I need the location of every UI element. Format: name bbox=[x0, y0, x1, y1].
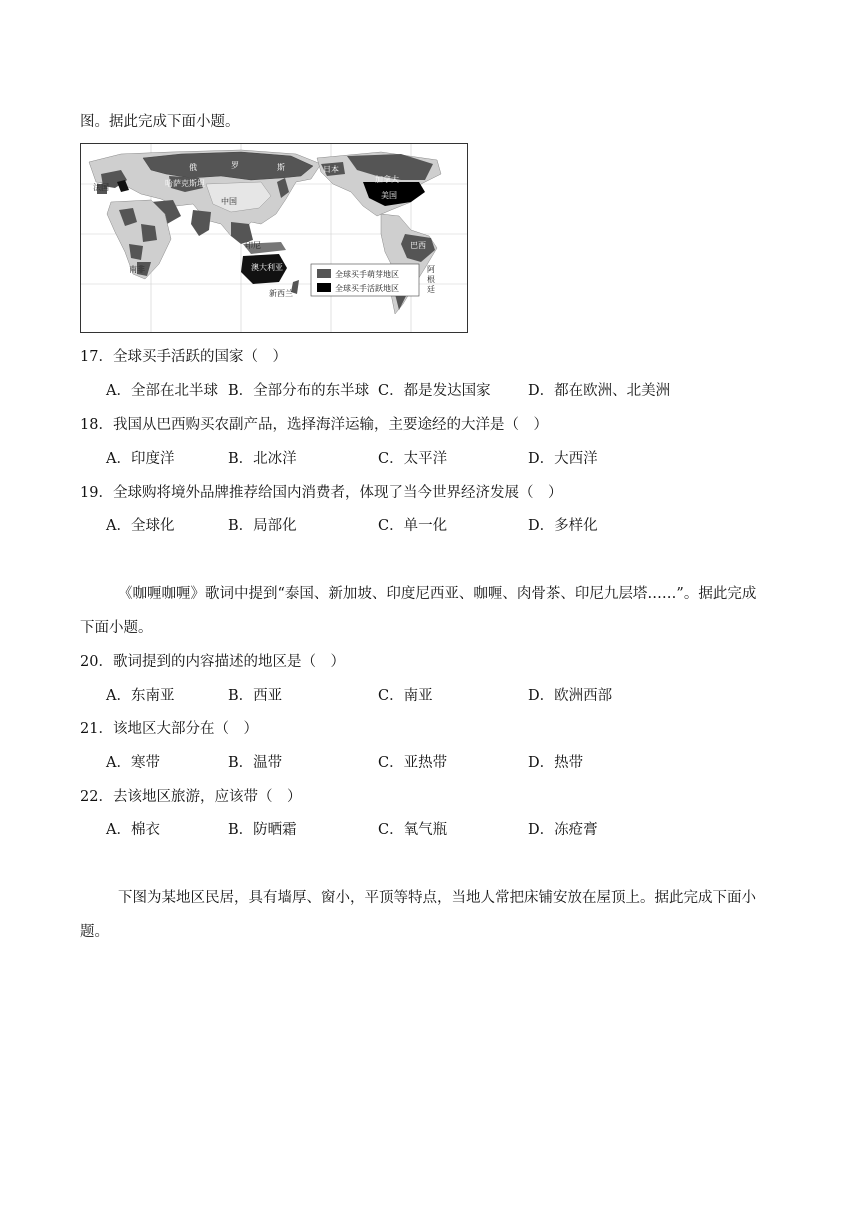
q22-option-b[interactable]: B．防晒霜 bbox=[228, 822, 297, 838]
legend-label-emerging: 全球买手萌芽地区 bbox=[335, 270, 399, 279]
label-south-africa: 南非 bbox=[129, 265, 145, 274]
q20-option-a[interactable]: A．东南亚 bbox=[106, 688, 175, 704]
question-20-stem: 20．歌词提到的内容描述的地区是（ ） bbox=[80, 654, 345, 670]
label-indonesia: 印尼 bbox=[245, 241, 261, 250]
question-21-stem: 21．该地区大部分在（ ） bbox=[80, 721, 258, 737]
q18-option-d[interactable]: D．大西洋 bbox=[528, 451, 598, 467]
label-argentina-b: 根 bbox=[427, 275, 435, 284]
q21-option-a[interactable]: A．寒带 bbox=[106, 755, 160, 771]
q18-option-c[interactable]: C．太平洋 bbox=[378, 451, 448, 467]
label-argentina-c: 廷 bbox=[427, 285, 435, 294]
q18-option-a[interactable]: A．印度洋 bbox=[106, 451, 175, 467]
question-17-stem: 17．全球买手活跃的国家（ ） bbox=[80, 349, 287, 365]
passage-3-line-1: 下图为某地区民居，具有墙厚、窗小，平顶等特点，当地人常把床铺安放在屋顶上。据此完成下面小 bbox=[118, 890, 756, 906]
intro-text: 图。据此完成下面小题。 bbox=[80, 114, 240, 130]
legend-swatch-active bbox=[317, 283, 331, 292]
question-19-stem: 19．全球购将境外品牌推荐给国内消费者，体现了当今世界经济发展（ ） bbox=[80, 485, 563, 501]
q17-option-d[interactable]: D．都在欧洲、北美洲 bbox=[528, 383, 671, 399]
q17-option-b[interactable]: B．全部分布的东半球 bbox=[228, 383, 370, 399]
label-kazakhstan: 哈萨克斯坦 bbox=[165, 179, 205, 188]
label-brazil: 巴西 bbox=[410, 241, 426, 250]
q17-option-c[interactable]: C．都是发达国家 bbox=[378, 383, 491, 399]
world-map-graphic bbox=[81, 144, 467, 332]
q18-option-b[interactable]: B．北冰洋 bbox=[228, 451, 297, 467]
q17-option-a[interactable]: A．全部在北半球 bbox=[106, 383, 218, 399]
legend-swatch-emerging bbox=[317, 269, 331, 278]
q20-option-d[interactable]: D．欧洲西部 bbox=[528, 688, 613, 704]
q21-option-b[interactable]: B．温带 bbox=[228, 755, 283, 771]
q21-option-d[interactable]: D．热带 bbox=[528, 755, 584, 771]
label-russia-c: 斯 bbox=[277, 163, 285, 172]
q19-option-c[interactable]: C．单一化 bbox=[378, 518, 448, 534]
passage-3-line-2: 题。 bbox=[80, 924, 109, 940]
label-argentina-a: 阿 bbox=[427, 265, 435, 274]
q22-option-c[interactable]: C．氧气瓶 bbox=[378, 822, 448, 838]
label-japan: 日本 bbox=[323, 165, 339, 174]
question-22-stem: 22．去该地区旅游，应该带（ ） bbox=[80, 789, 302, 805]
q20-option-c[interactable]: C．南亚 bbox=[378, 688, 433, 704]
q20-option-b[interactable]: B．西亚 bbox=[228, 688, 283, 704]
passage-2-line-2: 下面小题。 bbox=[80, 620, 153, 636]
q22-option-a[interactable]: A．棉衣 bbox=[106, 822, 160, 838]
q19-option-b[interactable]: B．局部化 bbox=[228, 518, 297, 534]
q19-option-a[interactable]: A．全球化 bbox=[106, 518, 175, 534]
label-usa: 美国 bbox=[381, 191, 397, 200]
q22-option-d[interactable]: D．冻疮膏 bbox=[528, 822, 598, 838]
q19-option-d[interactable]: D．多样化 bbox=[528, 518, 598, 534]
world-map bbox=[80, 143, 468, 333]
label-australia: 澳大利亚 bbox=[251, 263, 283, 272]
question-18-stem: 18．我国从巴西购买农副产品，选择海洋运输，主要途经的大洋是（ ） bbox=[80, 417, 548, 433]
label-russia-a: 俄 bbox=[189, 163, 197, 172]
label-france: 法国 bbox=[93, 183, 109, 192]
label-russia-b: 罗 bbox=[231, 161, 239, 170]
label-china: 中国 bbox=[221, 197, 237, 206]
legend-label-active: 全球买手活跃地区 bbox=[335, 284, 399, 293]
q21-option-c[interactable]: C．亚热带 bbox=[378, 755, 448, 771]
passage-2-line-1: 《咖喱咖喱》歌词中提到“泰国、新加坡、印度尼西亚、咖喱、肉骨茶、印尼九层塔……”。据此完成 bbox=[118, 586, 757, 602]
map-legend bbox=[311, 264, 419, 296]
label-new-zealand: 新西兰 bbox=[269, 289, 293, 298]
label-canada: 加拿大 bbox=[375, 175, 399, 184]
